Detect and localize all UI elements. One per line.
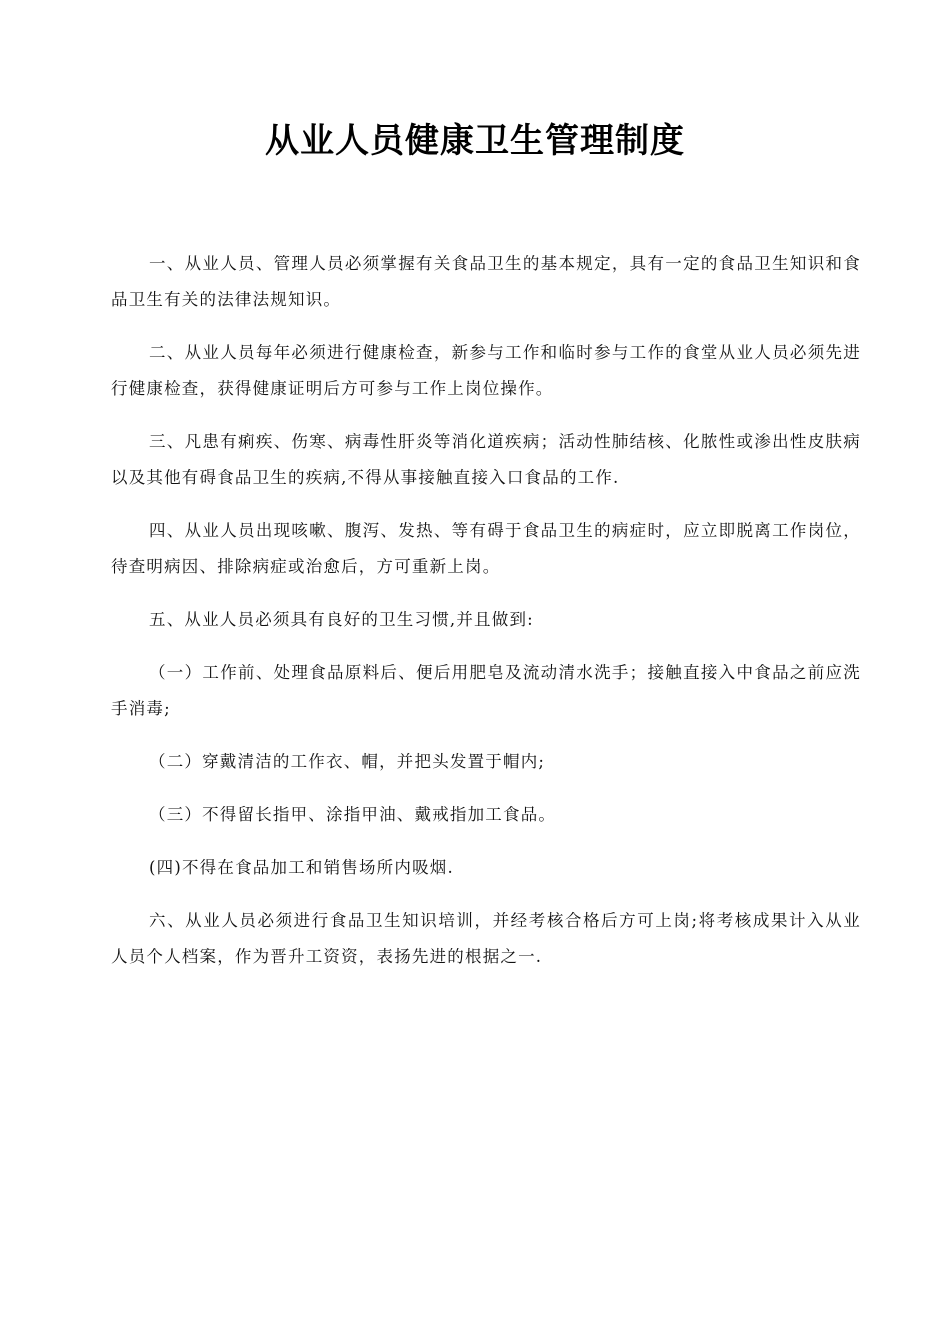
- paragraph-4: 四、从业人员出现咳嗽、腹泻、发热、等有碍于食品卫生的病症时，应立即脱离工作岗位，待查明病因、排除病症或治愈后，方可重新上岗。: [111, 521, 861, 576]
- paragraph-6: 六、从业人员必须进行食品卫生知识培训，并经考核合格后方可上岗;将考核成果计入从业人员个人档案，作为晋升工资资，表扬先进的根据之一.: [111, 911, 861, 966]
- paragraph-5: 五、从业人员必须具有良好的卫生习惯,并且做到:: [149, 610, 534, 629]
- document-title: 从业人员健康卫生管理制度: [265, 121, 685, 161]
- paragraph-5-item-2: （二）穿戴清洁的工作衣、帽，并把头发置于帽内;: [149, 752, 546, 771]
- paragraph-5-item-3: （三）不得留长指甲、涂指甲油、戴戒指加工食品。: [149, 805, 557, 824]
- paragraph-5-item-4: (四)不得在食品加工和销售场所内吸烟.: [149, 858, 454, 877]
- document-body: [111, 246, 861, 992]
- paragraph-5-item-1: （一）工作前、处理食品原料后、便后用肥皂及流动清水洗手；接触直接入中食品之前应洗手消毒;: [111, 663, 861, 718]
- paragraph-2: 二、从业人员每年必须进行健康检查，新参与工作和临时参与工作的食堂从业人员必须先进行健康检查，获得健康证明后方可参与工作上岗位操作。: [111, 343, 861, 398]
- paragraph-1: 一、从业人员、管理人员必须掌握有关食品卫生的基本规定，具有一定的食品卫生知识和食品卫生有关的法律法规知识。: [111, 254, 861, 309]
- paragraph-3: 三、凡患有痢疾、伤寒、病毒性肝炎等消化道疾病；活动性肺结核、化脓性或渗出性皮肤病以及其他有碍食品卫生的疾病,不得从事接触直接入口食品的工作.: [111, 432, 861, 487]
